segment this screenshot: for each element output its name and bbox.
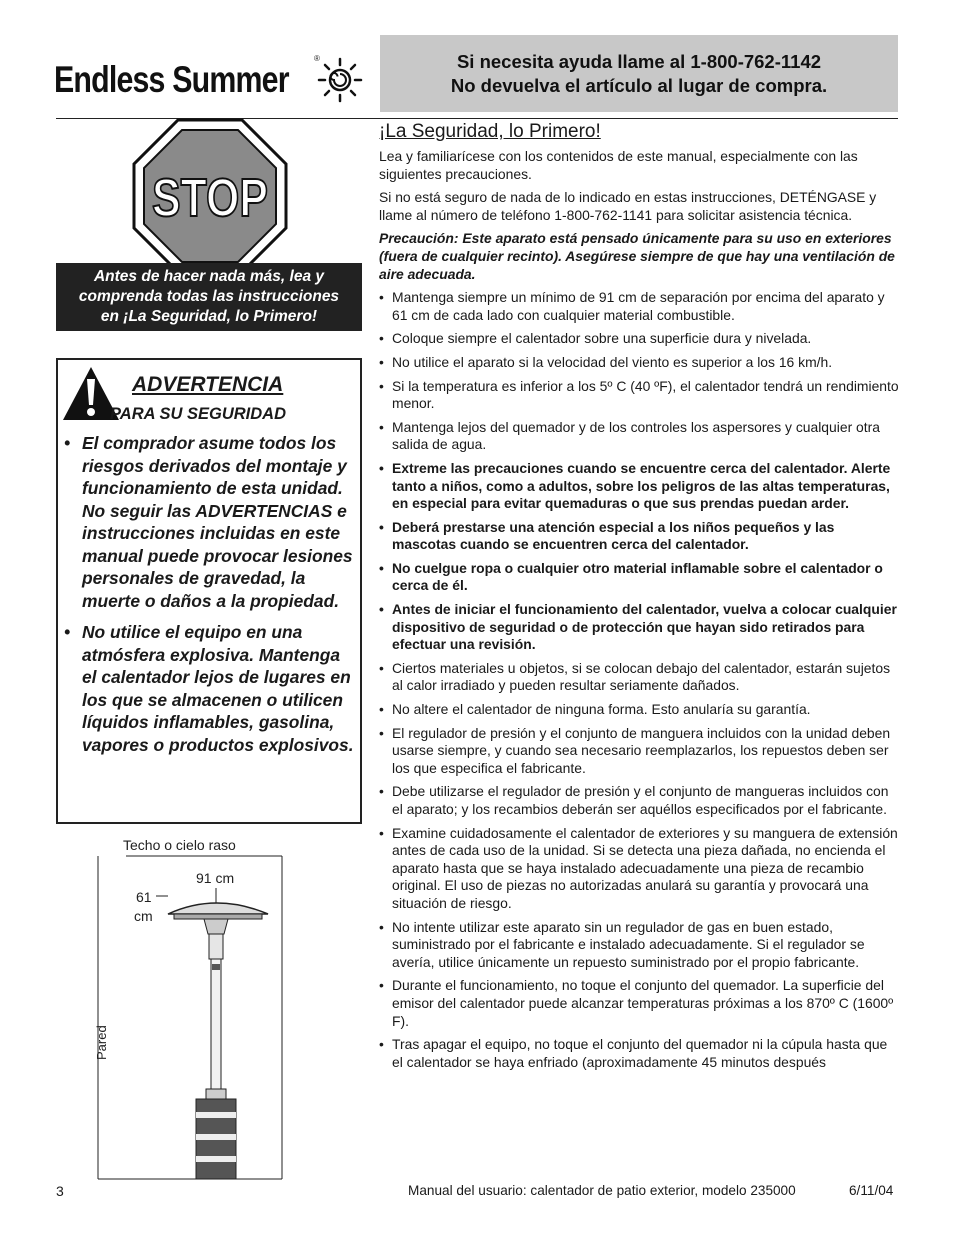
safety-section <box>379 121 901 1077</box>
side-clearance-unit: cm <box>134 908 153 924</box>
footer-manual-title: Manual del usuario: calentador de patio exterior, modelo 235000 <box>408 1183 796 1198</box>
intro-paragraph: Lea y familiarícese con los contenidos de este manual, especialmente con las siguientes precauciones. <box>379 148 858 182</box>
list-item: • No utilice el aparato si la velocidad del viento es superior a los 16 km/h. <box>379 354 901 372</box>
page-number: 3 <box>56 1183 64 1199</box>
list-item: • Extreme las precauciones cuando se encuentre cerca del calentador. Alerte tanto a niños, como a adultos, sobre los peligros de las altas temperaturas, en especial para evitar quemaduras o que sus prendas puedan arder. <box>379 460 901 513</box>
caution-paragraph: Precaución: Este aparato está pensado únicamente para su uso en exteriores (fuera de cualquier recinto). Asegúrese siempre de que hay una ventilación de aire adecuada. <box>379 230 895 282</box>
top-clearance-label: 91 cm <box>196 870 235 886</box>
list-item: • No altere el calentador de ninguna forma. Esto anularía su garantía. <box>379 701 901 719</box>
warning-box <box>56 358 362 824</box>
stop-caption-line: comprenda todas las instrucciones <box>78 288 340 305</box>
list-item: • No intente utilizar este aparato sin un regulador de gas en buen estado, suministrado por el fabricante e instalado adecuadamente. Si el regulador se avería, utilice únicamente un repuesto suministrado por el propio fabricante. <box>379 919 901 972</box>
help-banner <box>380 35 898 112</box>
intro-paragraph: Si no está seguro de nada de lo indicado en estas instrucciones, DETÉNGASE y llame al número de teléfono 1-800-762-1141 para solicitar asistencia técnica. <box>379 189 877 223</box>
heater-clearance-illustration <box>56 834 362 1184</box>
warning-list <box>64 432 358 765</box>
footer-date: 6/11/04 <box>849 1183 894 1198</box>
warning-subtitle: PARA SU SEGURIDAD <box>110 405 287 423</box>
side-clearance-number: 61 <box>136 889 152 905</box>
stop-sign-text: STOP <box>152 168 268 228</box>
warning-item: • No utilice el equipo en una atmósfera explosiva. Mantenga el calentador lejos de lugares en los que se almacenen o utilicen líquidos inflamables, gasolina, vapores o productos explosivos. <box>64 621 358 756</box>
warning-title: ADVERTENCIA <box>132 373 284 396</box>
list-item: • Deberá prestarse una atención especial a los niños pequeños y las mascotas cuando se encuentren cerca del calentador. <box>379 519 901 554</box>
help-return-line: No devuelva el artículo al lugar de compra. <box>450 74 828 96</box>
warning-item: • El comprador asume todos los riesgos derivados del montaje y funcionamiento de esta unidad. No seguir las ADVERTENCIAS e instrucciones incluidas en este manual puede provocar lesiones personales de gravedad, la muerte o daños a la propiedad. <box>64 432 358 612</box>
clearance-diagram <box>56 834 362 1184</box>
list-item: • No cuelgue ropa o cualquier otro material inflamable sobre el calentador o cerca de él. <box>379 560 901 595</box>
stop-caption-line: Antes de hacer nada más, lea y <box>93 268 325 285</box>
list-item: • Mantenga siempre un mínimo de 91 cm de separación por encima del aparato y 61 cm de cada lado con cualquier material combustible. <box>379 289 901 324</box>
registered-mark: ® <box>314 54 320 63</box>
list-item: • Antes de iniciar el funcionamiento del calentador, vuelva a colocar cualquier dispositivo de seguridad o de protección que hayan sido retirados para efectuar una revisión. <box>379 601 901 654</box>
stop-caption <box>56 263 362 331</box>
stop-caption-line: en ¡La Seguridad, lo Primero! <box>100 308 318 325</box>
brand-logo <box>54 50 374 110</box>
sun-icon <box>316 56 364 104</box>
list-item: • Si la temperatura es inferior a los 5º C (40 ºF), el calentador tendrá un rendimiento menor. <box>379 378 901 413</box>
ceiling-label: Techo o cielo raso <box>123 837 236 853</box>
list-item: • El regulador de presión y el conjunto de manguera incluidos con la unidad deben usarse siempre, y cuando sea necesario reemplazarlos, los repuestos deben ser los que especifica el fabricante. <box>379 725 901 778</box>
section-title: ¡La Seguridad, lo Primero! <box>379 121 601 142</box>
list-item: • Tras apagar el equipo, no toque el conjunto del quemador ni la cúpula hasta que el calentador se haya enfriado (aproximadamente 45 minutos después <box>379 1036 901 1071</box>
list-item: • Coloque siempre el calentador sobre una superficie dura y nivelada. <box>379 330 901 348</box>
wall-label: Pared <box>94 1025 109 1060</box>
list-item: • Ciertos materiales u objetos, si se colocan debajo del calentador, estarán sujetos al calor irradiado y pueden resultar seriamente dañados. <box>379 660 901 695</box>
list-item: • Examine cuidadosamente el calentador de exteriores y su manguera de extensión antes de cada uso de la unidad. Si se detecta una pieza dañada, no encienda el aparato hasta que se haya instalado adecuadamente una pieza de recambio original. El uso de piezas no autorizadas anulará su garantía y provocará una situación de riesgo. <box>379 825 901 913</box>
stop-sign-icon <box>130 118 290 268</box>
brand-name: Endless Summer <box>54 59 289 100</box>
safety-list <box>379 289 901 1071</box>
list-item: • Durante el funcionamiento, no toque el conjunto del quemador. La superficie del emisor del calentador puede alcanzar temperaturas próximas a los 870º C (1600º F). <box>379 977 901 1030</box>
list-item: • Debe utilizarse el regulador de presión y el conjunto de mangueras incluidos con el aparato; y los recambios deberán ser aquéllos especificados por el fabricante. <box>379 783 901 818</box>
list-item: • Mantenga lejos del quemador y de los controles los aspersores y cualquier otra salida de agua. <box>379 419 901 454</box>
stop-sign-illustration <box>130 118 290 268</box>
help-phone-line: Si necesita ayuda llame al 1-800-762-1142 <box>456 50 822 72</box>
